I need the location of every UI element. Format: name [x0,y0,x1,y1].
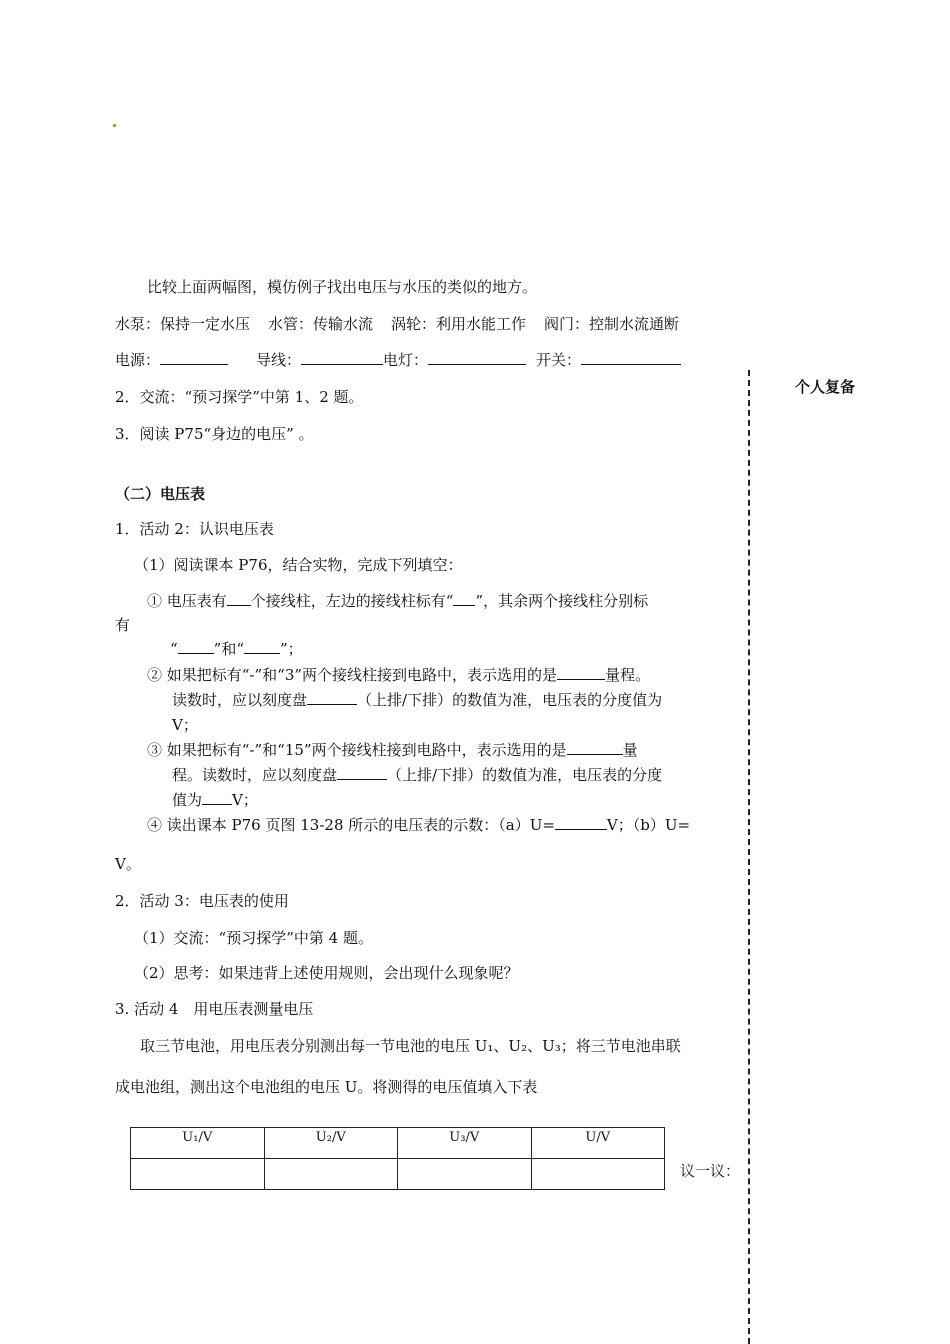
switch-label: 开关： [536,351,582,369]
q3-text-e: 值为 [172,791,203,809]
q3-line3 [172,789,258,810]
table-row [131,1159,665,1190]
table-header-row [131,1128,665,1159]
wire-blank[interactable] [301,350,383,365]
power-label: 电源： [115,351,161,369]
section-title: （二）电压表 [115,485,206,503]
margin-divider [748,370,750,1344]
q2-text-d: （上排/下排）的数值为准，电压表的分度值为 [357,691,663,709]
q1-line2: 有 [115,616,131,634]
analogy-pump: 水泵：保持一定水压 [115,315,251,333]
activity-2: 1．活动 2：认识电压表 [115,520,274,538]
q2-line3: V； [172,716,198,734]
q1-text-g: ”； [280,640,303,658]
voltage-table [130,1127,665,1190]
table-header-cell: U₃/V [398,1128,532,1159]
q1-blank-4[interactable] [244,639,280,654]
q3-text-f: V； [232,791,258,809]
intro-compare: 比较上面两幅图，模仿例子找出电压与水压的类似的地方。 [147,278,538,296]
table-cell[interactable] [131,1159,265,1190]
activity-3-sub2: （2）思考：如果违背上述使用规则，会出现什么现象呢？ [134,964,519,982]
activity-3: 2．活动 3：电压表的使用 [115,892,289,910]
table-header-cell: U₁/V [131,1128,265,1159]
q1-blank-2[interactable] [453,591,475,606]
wire-label: 导线： [256,351,302,369]
activity-2-sub1: （1）阅读课本 P76，结合实物，完成下列填空： [134,556,463,574]
q3-blank-1[interactable] [567,740,623,755]
q3-text-d: （上排/下排）的数值为准，电压表的分度 [387,766,663,784]
lamp-label: 电灯： [383,351,429,369]
item-3: 3．阅读 P75“身边的电压” 。 [115,425,314,443]
table-cell[interactable] [398,1159,532,1190]
q1-text-e: “ [170,640,178,658]
lamp-blank[interactable] [428,350,526,365]
q3-text-a: ③ 如果把标有“-”和“15”两个接线柱接到电路中，表示选用的是 [147,741,567,759]
q2-blank-1[interactable] [557,665,605,680]
q1-text-a: ① 电压表有 [147,592,227,610]
q4-blank-1[interactable] [555,815,607,830]
q4-line1 [147,814,690,835]
q3-text-b: 量 [622,741,638,759]
table-header-cell: U/V [531,1128,665,1159]
analogy-valve: 阀门：控制水流通断 [544,315,680,333]
q3-text-c: 程。读数时，应以刻度盘 [172,766,338,784]
analogy-pipe: 水管：传输水流 [268,315,374,333]
q4-text-b: V；（b）U= [606,816,691,834]
side-note: 个人复备 [795,378,856,396]
q2-line2 [172,689,662,710]
q3-blank-3[interactable] [202,790,232,805]
item-2: 2．交流：“预习探学”中第 1、2 题。 [115,388,364,406]
table-header-cell: U₂/V [264,1128,398,1159]
q4-line2: V。 [115,855,141,873]
q1-line3 [170,638,303,659]
marker-dot [113,124,116,127]
q2-text-a: ② 如果把标有“-”和“3”两个接线柱接到电路中，表示选用的是 [147,666,558,684]
power-blank[interactable] [160,350,228,365]
q3-line1 [147,739,638,760]
activity-4-para1: 取三节电池，用电压表分别测出每一节电池的电压 U₁、U₂、U₃；将三节电池串联 [140,1037,681,1055]
q2-text-b: 量程。 [605,666,651,684]
fill-line [115,349,681,370]
q4-text-a: ④ 读出课本 P76 页图 13-28 所示的电压表的示数：（a）U= [147,816,555,834]
q2-blank-2[interactable] [307,690,357,705]
q1-text-b: 个接线柱，左边的接线柱标有“ [250,592,454,610]
q2-text-c: 读数时，应以刻度盘 [172,691,308,709]
q1-blank-1[interactable] [227,591,251,606]
q2-line1 [147,664,650,685]
q3-line2 [172,764,662,785]
table-cell[interactable] [264,1159,398,1190]
activity-4-para2: 成电池组，测出这个电池组的电压 U。将测得的电压值填入下表 [115,1078,538,1096]
q3-blank-2[interactable] [337,765,387,780]
switch-blank[interactable] [581,350,681,365]
discuss-label: 议一议： [680,1162,741,1180]
q1-line1 [147,590,648,611]
q1-text-c: ”，其余两个接线柱分别标 [475,592,649,610]
activity-3-sub1: （1）交流：“预习探学”中第 4 题。 [134,929,373,947]
q1-text-f: ”和“ [213,640,245,658]
analogy-turbine: 涡轮：利用水能工作 [391,315,527,333]
activity-4: 3. 活动 4 用电压表测量电压 [115,1000,314,1018]
analogy-line [115,313,679,334]
table-cell[interactable] [531,1159,665,1190]
q1-blank-3[interactable] [178,639,214,654]
